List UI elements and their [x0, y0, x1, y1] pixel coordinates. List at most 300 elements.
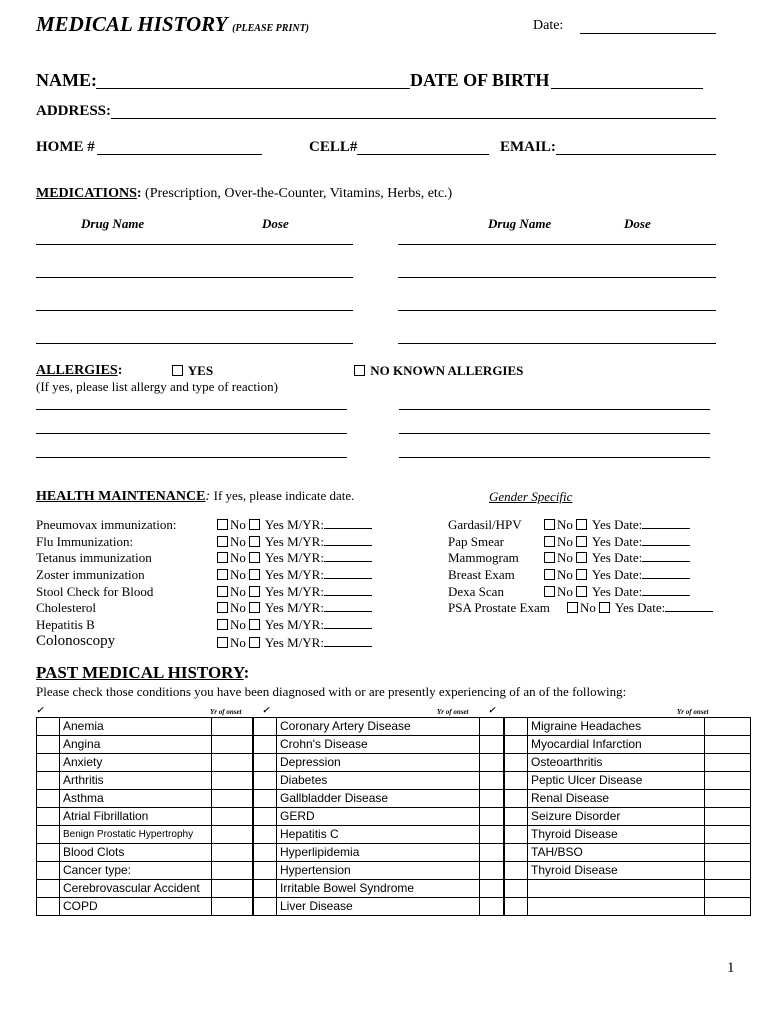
myr-label: M/YR: [287, 534, 324, 549]
condition-label: Migraine Headaches [528, 718, 705, 736]
yes-checkbox[interactable] [576, 534, 611, 549]
yes-label: Yes [264, 550, 284, 565]
gender-item-options [544, 517, 690, 533]
checkbox-icon [217, 519, 228, 530]
yes-label: Yes [591, 550, 611, 565]
gender-item-options [544, 567, 690, 583]
yes-label: Yes [591, 584, 611, 599]
checkbox-icon [576, 536, 587, 547]
name-label: NAME: [36, 70, 97, 90]
yes-checkbox[interactable] [576, 517, 611, 532]
date-field[interactable] [642, 550, 690, 562]
health-maintenance-item [36, 567, 145, 583]
checkbox-icon [544, 519, 555, 530]
condition-checkbox[interactable] [37, 880, 60, 898]
year-of-onset-field[interactable] [480, 898, 505, 916]
no-label: No [230, 534, 246, 549]
yes-checkbox[interactable] [249, 617, 284, 632]
gender-specific-heading: Gender Specific [489, 489, 573, 504]
no-checkbox[interactable] [567, 600, 596, 615]
no-checkbox[interactable] [217, 517, 246, 532]
yes-checkbox[interactable] [249, 600, 284, 615]
condition-checkbox[interactable] [253, 898, 277, 916]
past-history-heading: PAST MEDICAL HISTORY [36, 663, 244, 682]
health-item-label: Stool Check for Blood [36, 584, 154, 599]
myr-field[interactable] [324, 517, 372, 529]
myr-label: M/YR: [287, 617, 324, 632]
condition-label: Peptic Ulcer Disease [528, 772, 705, 790]
allergy-line[interactable] [36, 409, 347, 410]
yes-label: Yes [591, 567, 611, 582]
condition-label: Crohn's Disease [277, 736, 480, 754]
yes-checkbox[interactable] [576, 550, 611, 565]
condition-label: Seizure Disorder [528, 808, 705, 826]
health-item-options [217, 584, 372, 600]
condition-checkbox[interactable] [37, 826, 60, 844]
health-item-label: Colonoscopy [36, 633, 116, 649]
year-of-onset-field[interactable] [212, 844, 254, 862]
year-of-onset-field[interactable] [480, 736, 505, 754]
myr-label: M/YR: [287, 550, 324, 565]
dob-label: DATE OF BIRTH [410, 70, 550, 90]
medication-line[interactable] [398, 343, 716, 344]
home-phone-label: HOME # [36, 139, 95, 155]
condition-label: Angina [60, 736, 212, 754]
email-label: EMAIL: [500, 139, 556, 155]
no-label: No [230, 617, 246, 632]
yes-label: Yes [264, 617, 284, 632]
yes-label: Yes [614, 600, 634, 615]
date-label: Date: [614, 567, 643, 582]
year-of-onset-field[interactable] [212, 754, 254, 772]
no-checkbox[interactable] [544, 534, 573, 549]
medication-line[interactable] [398, 244, 716, 245]
health-item-options [217, 550, 372, 566]
no-label: No [230, 584, 246, 599]
condition-checkbox[interactable] [253, 790, 277, 808]
title-text: MEDICAL HISTORY [36, 12, 227, 36]
condition-checkbox[interactable] [253, 844, 277, 862]
date-field[interactable] [580, 33, 716, 34]
year-of-onset-field[interactable] [212, 898, 254, 916]
condition-checkbox[interactable] [504, 880, 528, 898]
no-checkbox[interactable] [544, 517, 573, 532]
condition-checkbox[interactable] [37, 718, 60, 736]
no-label: No [230, 635, 246, 650]
condition-label: GERD [277, 808, 480, 826]
health-maintenance-item [36, 584, 153, 600]
dose-header-left: Dose [262, 216, 289, 231]
form-title [36, 12, 309, 37]
no-checkbox[interactable] [544, 567, 573, 582]
year-of-onset-field[interactable] [705, 898, 751, 916]
condition-label: Thyroid Disease [528, 862, 705, 880]
cell-phone-label: CELL# [309, 139, 358, 155]
allergy-line[interactable] [399, 457, 710, 458]
yes-checkbox[interactable] [599, 600, 634, 615]
condition-label: Cerebrovascular Accident [60, 880, 212, 898]
medication-line[interactable] [36, 310, 353, 311]
health-maintenance-item [36, 633, 115, 650]
yes-checkbox[interactable] [249, 567, 284, 582]
date-field[interactable] [642, 584, 690, 596]
year-of-onset-field[interactable] [212, 880, 254, 898]
myr-field[interactable] [324, 567, 372, 579]
checkbox-icon [567, 602, 578, 613]
condition-checkbox[interactable] [37, 790, 60, 808]
myr-field[interactable] [324, 617, 372, 629]
no-checkbox[interactable] [544, 550, 573, 565]
no-label: No [580, 600, 596, 615]
checkbox-icon [172, 365, 183, 376]
checkbox-icon [354, 365, 365, 376]
checkbox-icon [249, 602, 260, 613]
date-field[interactable] [642, 534, 690, 546]
checkbox-icon [217, 586, 228, 597]
page-number: 1 [727, 960, 735, 976]
email-field[interactable] [556, 154, 716, 155]
checkbox-icon [544, 586, 555, 597]
no-checkbox[interactable] [217, 617, 246, 632]
allergies-yes-checkbox[interactable] [172, 363, 213, 379]
year-of-onset-field[interactable] [480, 844, 505, 862]
gender-item-label: PSA Prostate Exam [448, 600, 550, 615]
year-of-onset-field[interactable] [480, 862, 505, 880]
year-of-onset-field[interactable] [480, 718, 505, 736]
dob-field[interactable] [551, 88, 703, 89]
year-of-onset-field[interactable] [480, 880, 505, 898]
year-of-onset-field[interactable] [705, 772, 751, 790]
allergies-yes-label: YES [187, 363, 214, 378]
table-row [37, 826, 751, 844]
condition-checkbox[interactable] [37, 844, 60, 862]
health-item-options [217, 617, 372, 633]
condition-label: COPD [60, 898, 212, 916]
allergy-line[interactable] [399, 433, 710, 434]
medication-line[interactable] [398, 310, 716, 311]
checkbox-icon [576, 519, 587, 530]
condition-checkbox[interactable] [37, 754, 60, 772]
condition-label: Thyroid Disease [528, 826, 705, 844]
gender-specific-item [448, 517, 522, 533]
health-item-options [217, 567, 372, 583]
table-row [37, 736, 751, 754]
medications-colon: : [136, 186, 142, 201]
year-of-onset-field[interactable] [705, 754, 751, 772]
condition-checkbox[interactable] [504, 844, 528, 862]
gender-specific-item [448, 584, 504, 600]
no-label: No [230, 567, 246, 582]
condition-label: Anemia [60, 718, 212, 736]
condition-checkbox[interactable] [253, 772, 277, 790]
year-of-onset-field[interactable] [212, 826, 254, 844]
drug-name-header-right: Drug Name [488, 216, 552, 231]
year-of-onset-field[interactable] [705, 862, 751, 880]
year-of-onset-field[interactable] [480, 790, 505, 808]
condition-checkbox[interactable] [37, 736, 60, 754]
past-medical-history-table [36, 717, 751, 916]
myr-field[interactable] [324, 635, 372, 647]
medications-header [36, 186, 452, 202]
checkbox-icon [217, 552, 228, 563]
year-of-onset-field[interactable] [705, 736, 751, 754]
checkbox-icon [217, 637, 228, 648]
cell-phone-field[interactable] [357, 154, 489, 155]
condition-checkbox[interactable] [253, 736, 277, 754]
table-row [37, 862, 751, 880]
no-checkbox[interactable] [217, 584, 246, 599]
condition-checkbox[interactable] [37, 862, 60, 880]
health-item-options [217, 635, 372, 651]
drug-name-header-left: Drug Name [81, 216, 145, 231]
year-of-onset-field[interactable] [480, 772, 505, 790]
condition-checkbox[interactable] [253, 862, 277, 880]
table-row [37, 898, 751, 916]
yes-label: Yes [264, 600, 284, 615]
allergy-line[interactable] [36, 433, 347, 434]
health-item-label: Flu Immunization: [36, 534, 134, 549]
allergies-instruction: (If yes, please list allergy and type of reaction) [36, 379, 278, 394]
no-known-allergies-label: NO KNOWN ALLERGIES [370, 363, 524, 378]
condition-checkbox[interactable] [504, 808, 528, 826]
health-maintenance-item [36, 517, 176, 533]
date-label: Date: [637, 600, 666, 615]
health-item-label: Tetanus immunization [36, 550, 152, 565]
condition-label: Anxiety [60, 754, 212, 772]
dose-header-right: Dose [624, 216, 651, 231]
no-checkbox[interactable] [217, 635, 246, 650]
myr-label: M/YR: [287, 517, 324, 532]
table-row [37, 790, 751, 808]
condition-checkbox[interactable] [504, 718, 528, 736]
past-history-colon: : [243, 663, 250, 682]
address-field[interactable] [111, 118, 716, 119]
checkbox-icon [249, 519, 260, 530]
checkbox-icon [544, 536, 555, 547]
gender-item-label: Mammogram [448, 550, 519, 565]
condition-label: TAH/BSO [528, 844, 705, 862]
yes-checkbox[interactable] [249, 635, 284, 650]
year-of-onset-field[interactable] [212, 736, 254, 754]
no-label: No [557, 584, 573, 599]
no-known-allergies-checkbox[interactable] [354, 363, 523, 379]
checkbox-icon [217, 602, 228, 613]
condition-checkbox[interactable] [37, 898, 60, 916]
yes-label: Yes [591, 534, 611, 549]
health-maintenance-item [36, 534, 133, 550]
date-field[interactable] [642, 567, 690, 579]
medications-description: (Prescription, Over-the-Counter, Vitamins, Herbs, etc.) [145, 186, 453, 201]
health-maintenance-header [36, 488, 354, 505]
condition-label: Depression [277, 754, 480, 772]
condition-label [528, 880, 705, 898]
condition-checkbox[interactable] [504, 772, 528, 790]
condition-label: Benign Prostatic Hypertrophy [60, 826, 212, 844]
yes-checkbox[interactable] [249, 534, 284, 549]
yes-label: Yes [264, 584, 284, 599]
year-of-onset-field[interactable] [705, 844, 751, 862]
condition-label: Arthritis [60, 772, 212, 790]
allergy-line[interactable] [399, 409, 710, 410]
checkbox-icon [544, 569, 555, 580]
checkbox-icon [249, 569, 260, 580]
medication-line[interactable] [36, 343, 353, 344]
medication-line[interactable] [36, 277, 353, 278]
yes-checkbox[interactable] [249, 584, 284, 599]
year-of-onset-field[interactable] [212, 808, 254, 826]
condition-label: Osteoarthritis [528, 754, 705, 772]
health-maintenance-colon: : [205, 489, 211, 504]
checkbox-icon [599, 602, 610, 613]
no-checkbox[interactable] [217, 600, 246, 615]
check-column-marker-1: ✓ [36, 705, 44, 715]
health-item-label: Pneumovax immunization: [36, 517, 177, 532]
health-item-options [217, 534, 372, 550]
year-of-onset-field[interactable] [480, 754, 505, 772]
check-column-marker-2: ✓ [262, 705, 270, 715]
yes-checkbox[interactable] [249, 517, 284, 532]
condition-label: Irritable Bowel Syndrome [277, 880, 480, 898]
no-label: No [230, 600, 246, 615]
condition-label: Coronary Artery Disease [277, 718, 480, 736]
gender-specific-item [448, 600, 550, 616]
myr-field[interactable] [324, 534, 372, 546]
checkbox-icon [249, 637, 260, 648]
condition-label: Hepatitis C [277, 826, 480, 844]
date-label: Date: [614, 550, 643, 565]
no-label: No [557, 517, 573, 532]
no-checkbox[interactable] [217, 567, 246, 582]
health-item-label: Cholesterol [36, 600, 96, 615]
name-field[interactable] [96, 88, 410, 89]
condition-checkbox[interactable] [504, 898, 528, 916]
date-label: Date: [533, 18, 564, 33]
gender-item-options [544, 584, 690, 600]
yr-of-onset-header-3: Yr of onset [677, 708, 709, 716]
condition-checkbox[interactable] [253, 718, 277, 736]
condition-checkbox[interactable] [253, 754, 277, 772]
checkbox-icon [249, 586, 260, 597]
yes-label: Yes [264, 635, 284, 650]
myr-label: M/YR: [287, 567, 324, 582]
gender-item-label: Dexa Scan [448, 584, 504, 599]
year-of-onset-field[interactable] [705, 880, 751, 898]
year-of-onset-field[interactable] [705, 826, 751, 844]
no-label: No [230, 517, 246, 532]
health-maintenance-instruction: If yes, please indicate date. [213, 488, 355, 503]
yes-label: Yes [264, 534, 284, 549]
table-row [37, 880, 751, 898]
gender-item-options [544, 550, 690, 566]
condition-checkbox[interactable] [504, 790, 528, 808]
condition-label: Asthma [60, 790, 212, 808]
date-field[interactable] [665, 600, 713, 612]
table-row [37, 718, 751, 736]
yr-of-onset-header-1: Yr of onset [210, 708, 242, 716]
checkbox-icon [217, 569, 228, 580]
year-of-onset-field[interactable] [705, 718, 751, 736]
condition-checkbox[interactable] [253, 808, 277, 826]
condition-label: Cancer type: [60, 862, 212, 880]
condition-label: Myocardial Infarction [528, 736, 705, 754]
no-label: No [557, 567, 573, 582]
check-column-marker-3: ✓ [488, 705, 496, 715]
yes-checkbox[interactable] [249, 550, 284, 565]
year-of-onset-field[interactable] [212, 790, 254, 808]
year-of-onset-field[interactable] [705, 808, 751, 826]
no-label: No [557, 550, 573, 565]
year-of-onset-field[interactable] [480, 808, 505, 826]
no-label: No [557, 534, 573, 549]
condition-checkbox[interactable] [37, 772, 60, 790]
past-history-instruction: Please check those conditions you have been diagnosed with or are presently experiencing of an of the following: [36, 684, 627, 699]
year-of-onset-field[interactable] [212, 862, 254, 880]
medication-line[interactable] [398, 277, 716, 278]
health-maintenance-item [36, 617, 95, 633]
gender-item-label: Gardasil/HPV [448, 517, 522, 532]
health-item-options [217, 600, 372, 616]
home-phone-field[interactable] [97, 154, 262, 155]
condition-label: Atrial Fibrillation [60, 808, 212, 826]
print-instruction: (PLEASE PRINT) [232, 23, 310, 34]
condition-checkbox[interactable] [504, 862, 528, 880]
gender-specific-item [448, 567, 515, 583]
table-row [37, 772, 751, 790]
checkbox-icon [576, 569, 587, 580]
no-checkbox[interactable] [217, 534, 246, 549]
myr-label: M/YR: [287, 635, 324, 650]
checkbox-icon [249, 536, 260, 547]
condition-checkbox[interactable] [37, 808, 60, 826]
condition-checkbox[interactable] [504, 736, 528, 754]
condition-checkbox[interactable] [253, 880, 277, 898]
year-of-onset-field[interactable] [705, 790, 751, 808]
year-of-onset-field[interactable] [480, 826, 505, 844]
medication-line[interactable] [36, 244, 353, 245]
condition-label: Renal Disease [528, 790, 705, 808]
myr-field[interactable] [324, 584, 372, 596]
yes-label: Yes [591, 517, 611, 532]
myr-field[interactable] [324, 550, 372, 562]
yes-checkbox[interactable] [576, 567, 611, 582]
year-of-onset-field[interactable] [212, 772, 254, 790]
condition-label: Gallbladder Disease [277, 790, 480, 808]
table-row [37, 754, 751, 772]
health-item-label: Zoster immunization [36, 567, 145, 582]
allergy-line[interactable] [36, 457, 347, 458]
no-checkbox[interactable] [217, 550, 246, 565]
gender-specific-item [448, 534, 504, 550]
gender-specific-item [448, 550, 519, 566]
address-label: ADDRESS: [36, 103, 112, 119]
myr-field[interactable] [324, 600, 372, 612]
table-row [37, 808, 751, 826]
condition-checkbox[interactable] [253, 826, 277, 844]
allergies-colon: : [117, 363, 123, 378]
date-field[interactable] [642, 517, 690, 529]
yes-checkbox[interactable] [576, 584, 611, 599]
condition-checkbox[interactable] [504, 754, 528, 772]
yr-of-onset-header-2: Yr of onset [437, 708, 469, 716]
medications-heading: MEDICATIONS [36, 186, 137, 201]
year-of-onset-field[interactable] [212, 718, 254, 736]
gender-item-options [544, 534, 690, 550]
condition-checkbox[interactable] [504, 826, 528, 844]
health-item-label: Hepatitis B [36, 617, 95, 632]
no-checkbox[interactable] [544, 584, 573, 599]
checkbox-icon [544, 552, 555, 563]
condition-label: Liver Disease [277, 898, 480, 916]
